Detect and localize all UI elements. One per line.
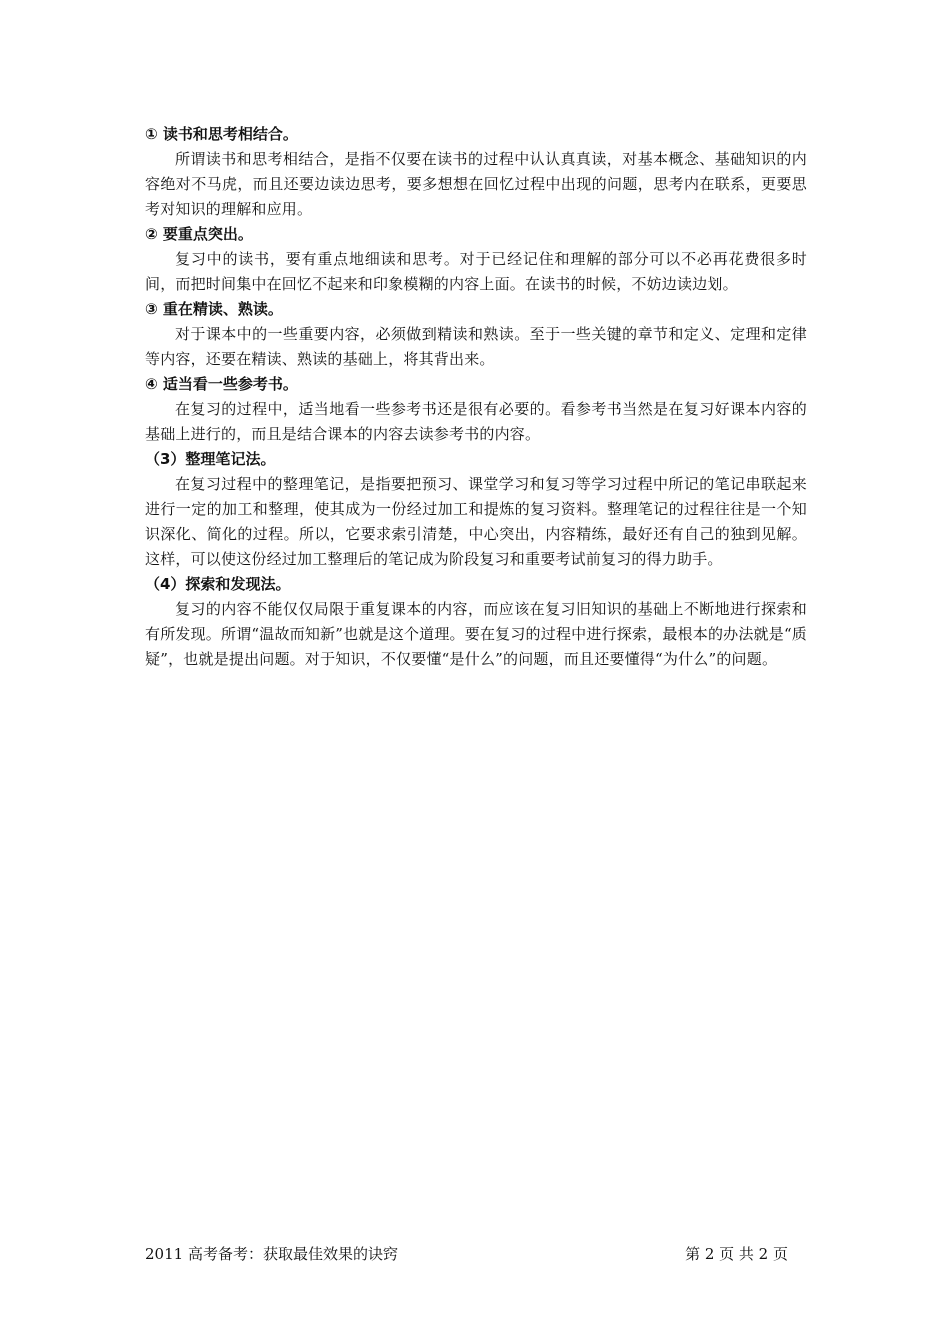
- section-paragraph: 在复习的过程中，适当地看一些参考书还是很有必要的。看参考书当然是在复习好课本内容的基础上进行的，而且是结合课本的内容去读参考书的内容。: [145, 400, 807, 443]
- section-paragraph: 复习中的读书，要有重点地细读和思考。对于已经记住和理解的部分可以不必再花费很多时间，而把时间集中在回忆不起来和印象模糊的内容上面。在读书的时候，不妨边读边划。: [145, 250, 807, 293]
- section-paragraph: 对于课本中的一些重要内容，必须做到精读和熟读。至于一些关键的章节和定义、定理和定律等内容，还要在精读、熟读的基础上，将其背出来。: [145, 325, 807, 368]
- section-heading: ① 读书和思考相结合。: [145, 125, 298, 143]
- footer-title: 2011 高考备考：获取最佳效果的诀窍: [145, 1245, 398, 1263]
- page-number: 第 2 页 共 2 页: [685, 1245, 788, 1263]
- section-paragraph: 在复习过程中的整理笔记，是指要把预习、课堂学习和复习等学习过程中所记的笔记串联起来进行一定的加工和整理，使其成为一份经过加工和提炼的复习资料。整理笔记的过程往往是一个知识深化、简化的过程。所以，它要求索引清楚，中心突出，内容精练，最好还有自己的独到见解。这样，可以使这份经过加工整理后的笔记成为阶段复习和重要考试前复习的得力助手。: [145, 475, 807, 568]
- section-paragraph: 复习的内容不能仅仅局限于重复课本的内容，而应该在复习旧知识的基础上不断地进行探索和有所发现。所谓“温故而知新”也就是这个道理。要在复习的过程中进行探索，最根本的办法就是“质疑”，也就是提出问题。对于知识，不仅要懂“是什么”的问题，而且还要懂得“为什么”的问题。: [145, 600, 808, 668]
- section-heading: ④ 适当看一些参考书。: [145, 375, 298, 393]
- section-heading: （4）探索和发现法。: [145, 575, 291, 593]
- section-paragraph: 所谓读书和思考相结合，是指不仅要在读书的过程中认认真真读，对基本概念、基础知识的内容绝对不马虎，而且还要边读边思考，要多想想在回忆过程中出现的问题，思考内在联系，更要思考对知识的理解和应用。: [145, 150, 807, 218]
- section-heading: ② 要重点突出。: [145, 225, 253, 243]
- document-body: [145, 122, 807, 672]
- section-heading: （3）整理笔记法。: [145, 450, 276, 468]
- page-footer: [145, 1242, 788, 1267]
- section-heading: ③ 重在精读、熟读。: [145, 300, 283, 318]
